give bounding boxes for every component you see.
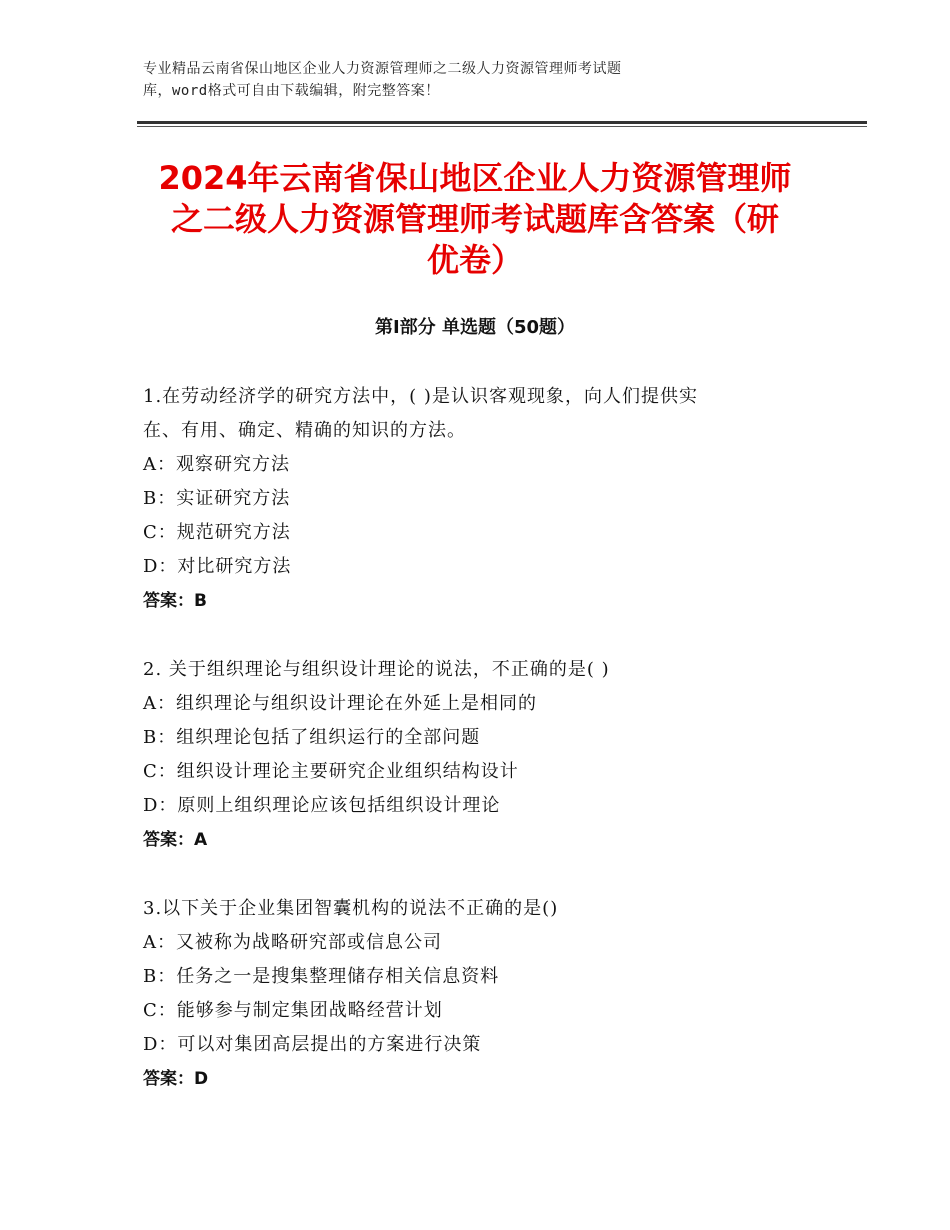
question-1-option-d: D：对比研究方法	[143, 556, 292, 577]
question-1-stem-line-1: 1.在劳动经济学的研究方法中，( )是认识客观现象，向人们提供实	[143, 386, 698, 407]
question-1-stem-line-2: 在、有用、确定、精确的知识的方法。	[143, 420, 466, 441]
question-1-option-a: A：观察研究方法	[143, 454, 290, 475]
header-note-line-2: 库，word格式可自由下载编辑，附完整答案！	[143, 83, 440, 99]
document-title-line-3: 优卷）	[426, 241, 523, 279]
question-3-option-d: D：可以对集团高层提出的方案进行决策	[143, 1034, 482, 1055]
question-2-option-b: B：组织理论包括了组织运行的全部问题	[143, 727, 481, 748]
question-3-answer: 答案：D	[143, 1069, 209, 1089]
question-1-option-b: B：实证研究方法	[143, 488, 291, 509]
question-2-answer: 答案：A	[143, 830, 208, 850]
question-3-stem-line-1: 3.以下关于企业集团智囊机构的说法不正确的是()	[143, 898, 559, 919]
question-3-option-b: B：任务之一是搜集整理储存相关信息资料	[143, 966, 500, 987]
header-note-line-1: 专业精品云南省保山地区企业人力资源管理师之二级人力资源管理师考试题	[143, 61, 622, 77]
question-2-option-d: D：原则上组织理论应该包括组织设计理论	[143, 795, 501, 816]
question-2-option-c: C：组织设计理论主要研究企业组织结构设计	[143, 761, 519, 782]
question-3-option-a: A：又被称为战略研究部或信息公司	[143, 932, 442, 953]
header-note	[143, 58, 803, 102]
section-heading: 第Ⅰ部分 单选题（50题）	[374, 317, 575, 338]
question-2	[143, 653, 803, 857]
question-3-option-c: C：能够参与制定集团战略经营计划	[143, 1000, 443, 1021]
question-2-stem-line-1: 2. 关于组织理论与组织设计理论的说法，不正确的是( )	[143, 659, 610, 680]
question-1-answer: 答案：B	[143, 591, 207, 611]
document-title-line-1: 2024年云南省保山地区企业人力资源管理师	[158, 159, 792, 197]
question-2-option-a: A：组织理论与组织设计理论在外延上是相同的	[143, 693, 537, 714]
header-rule-thick	[137, 121, 867, 124]
document-title	[137, 158, 813, 281]
question-1-option-c: C：规范研究方法	[143, 522, 291, 543]
header-rule-thin	[137, 126, 867, 127]
document-title-line-2: 之二级人力资源管理师考试题库含答案（研	[170, 200, 779, 238]
question-3	[143, 892, 803, 1096]
question-1	[143, 380, 803, 618]
